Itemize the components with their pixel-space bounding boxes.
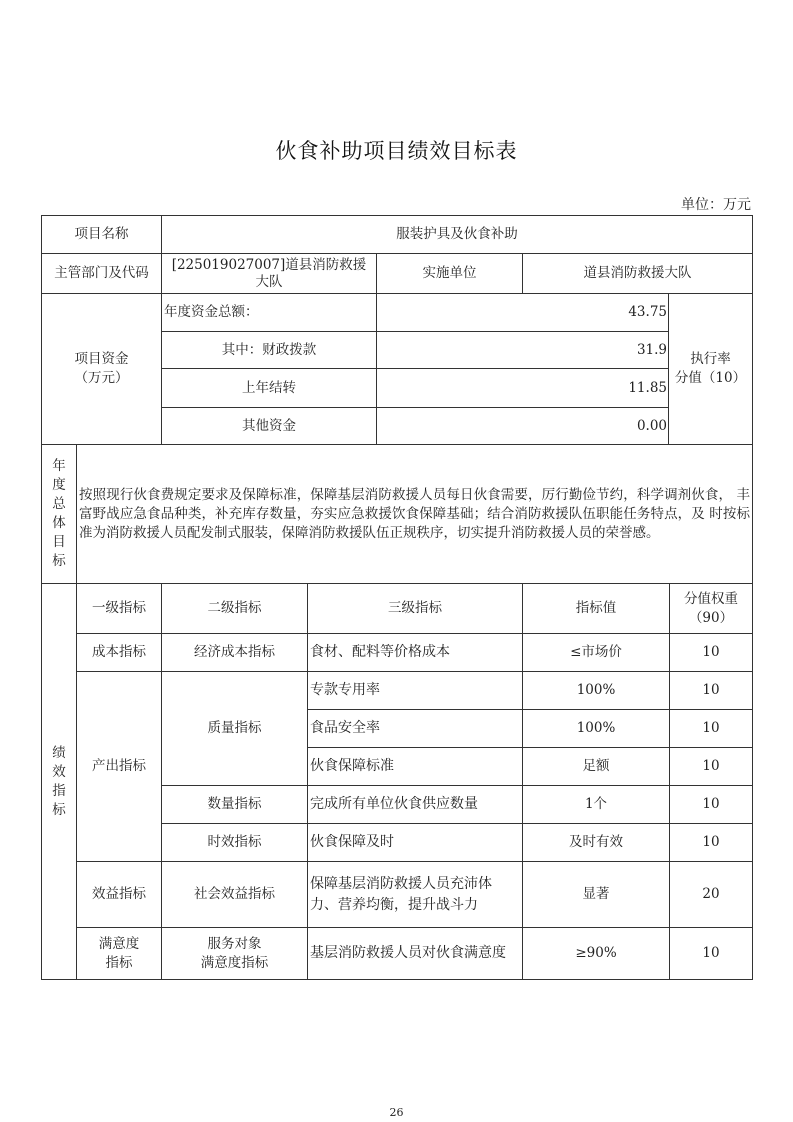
- weight-cell: 20: [669, 861, 753, 928]
- performance-char: 效: [52, 763, 66, 780]
- level3-cell: 伙食保障及时: [307, 823, 523, 862]
- level2-service-line1: 服务对象: [207, 935, 262, 952]
- annual-goal-char: 总: [52, 496, 66, 512]
- funds-total-value: 43.75: [376, 293, 669, 332]
- header-value: 指标值: [522, 583, 670, 634]
- level3-cell: 保障基层消防救援人员充沛体力、营养均衡，提升战斗力: [307, 861, 523, 928]
- dept-value: [225019027007]道县消防救援大队: [161, 253, 377, 294]
- value-cell: 及时有效: [522, 823, 670, 862]
- level2-economic-cost: 经济成本指标: [161, 633, 308, 672]
- funds-other-value: 0.00: [376, 407, 669, 445]
- level1-output: 产出指标: [76, 671, 162, 862]
- annual-goal-label: [41, 444, 77, 584]
- level3-cell: 食品安全率: [307, 709, 523, 748]
- project-name-value: 服装护具及伙食补助: [161, 215, 753, 254]
- value-cell: 100%: [522, 709, 670, 748]
- weight-cell: 10: [669, 709, 753, 748]
- annual-goal-text: 按照现行伙食费规定要求及保障标准，保障基层消防救援人员每日伙食需要，厉行勤俭节约，科学调剂伙食， 丰富野战应急食品种类，补充库存数量，夯实应急救援饮食保障基础；结合消防救援队伍职能任务特点，及 时按标准为消防救援人员配发制式服装，保障消防救援队伍正规秩序，切实提升消防救援人员的荣誉感。: [76, 444, 753, 584]
- page-number: 26: [389, 1106, 404, 1119]
- performance-char: 指: [52, 782, 66, 799]
- exec-rate-cell: [668, 293, 753, 445]
- level2-social-benefit: 社会效益指标: [161, 861, 308, 928]
- header-weight-line1: 分值权重: [684, 590, 738, 607]
- funds-fiscal-value: 31.9: [376, 331, 669, 369]
- level3-cell: 完成所有单位伙食供应数量: [307, 785, 523, 824]
- level1-satisfaction: [76, 927, 162, 980]
- funds-label: [41, 293, 162, 445]
- performance-label: [41, 583, 77, 980]
- level1-benefit: 效益指标: [76, 861, 162, 928]
- header-level2: 二级指标: [161, 583, 308, 634]
- exec-rate-line1: 执行率: [690, 351, 731, 367]
- level2-service-line2: 满意度指标: [200, 954, 269, 971]
- weight-cell: 10: [669, 671, 753, 710]
- annual-goal-char: 年: [52, 458, 66, 474]
- funds-label-line1: 项目资金: [74, 351, 129, 367]
- value-cell: 1个: [522, 785, 670, 824]
- value-cell: 显著: [522, 861, 670, 928]
- funds-carryover-label: 上年结转: [161, 368, 377, 408]
- weight-cell: 10: [669, 927, 753, 980]
- header-level1: 一级指标: [76, 583, 162, 634]
- header-weight: [669, 583, 753, 634]
- level2-timeliness: 时效指标: [161, 823, 308, 862]
- impl-value: 道县消防救援大队: [522, 253, 753, 294]
- level3-cell: 专款专用率: [307, 671, 523, 710]
- value-cell: 100%: [522, 671, 670, 710]
- level1-satisfaction-line1: 满意度: [98, 935, 140, 952]
- value-cell: ≥90%: [522, 927, 670, 980]
- level2-service-satisfaction: [161, 927, 308, 980]
- weight-cell: 10: [669, 823, 753, 862]
- level1-satisfaction-line2: 指标: [105, 954, 133, 971]
- level3-cell: 基层消防救援人员对伙食满意度: [307, 927, 523, 980]
- weight-cell: 10: [669, 747, 753, 786]
- annual-goal-char: 体: [52, 515, 66, 531]
- level1-cost: 成本指标: [76, 633, 162, 672]
- funds-other-label: 其他资金: [161, 407, 377, 445]
- project-name-label: 项目名称: [41, 215, 162, 254]
- performance-char: 绩: [52, 744, 66, 761]
- level2-quantity: 数量指标: [161, 785, 308, 824]
- header-level3: 三级指标: [307, 583, 523, 634]
- level2-quality: 质量指标: [161, 671, 308, 786]
- page-title: 伙食补助项目绩效目标表: [275, 139, 518, 163]
- level3-cell: 食材、配料等价格成本: [307, 633, 523, 672]
- annual-goal-char: 度: [52, 477, 66, 493]
- value-cell: ≤市场价: [522, 633, 670, 672]
- weight-cell: 10: [669, 633, 753, 672]
- impl-label: 实施单位: [376, 253, 523, 294]
- level3-cell: 伙食保障标准: [307, 747, 523, 786]
- value-cell: 足额: [522, 747, 670, 786]
- header-weight-line2: （90）: [688, 609, 734, 626]
- unit-label: 单位：万元: [681, 197, 751, 213]
- funds-label-line2: （万元）: [74, 370, 129, 386]
- annual-goal-char: 目: [52, 534, 66, 550]
- performance-char: 标: [52, 801, 66, 818]
- funds-total-label: 年度资金总额：: [161, 293, 377, 332]
- exec-rate-line2: 分值（10）: [674, 370, 747, 386]
- funds-fiscal-label: 其中：财政拨款: [161, 331, 377, 369]
- weight-cell: 10: [669, 785, 753, 824]
- funds-carryover-value: 11.85: [376, 368, 669, 408]
- dept-label: 主管部门及代码: [41, 253, 162, 294]
- annual-goal-char: 标: [52, 553, 66, 569]
